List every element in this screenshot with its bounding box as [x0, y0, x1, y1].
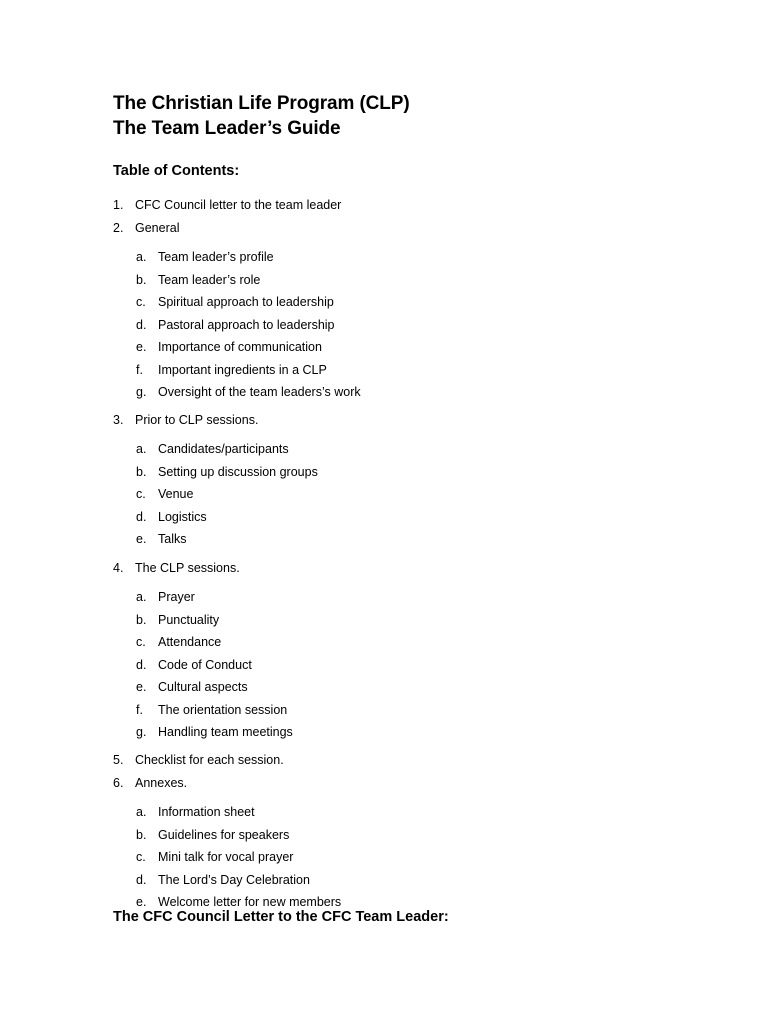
toc-subitem-letter: e.: [136, 680, 147, 694]
toc-item-label: Checklist for each session.: [135, 753, 284, 767]
toc-subitem-label: Guidelines for speakers: [158, 827, 290, 842]
toc-subitem-label: Punctuality: [158, 612, 220, 627]
toc-subitem-letter: b.: [136, 272, 147, 287]
toc-item-number: 3.: [113, 413, 124, 427]
toc-subitem-label: The orientation session: [158, 702, 288, 717]
toc-subitem-letter: g.: [136, 725, 147, 739]
toc-subitem-label: Welcome letter for new members: [158, 895, 342, 909]
toc-subitem-label: Prayer: [158, 590, 195, 604]
toc-item-number: 1.: [113, 198, 124, 212]
toc-subitem-letter: b.: [136, 464, 147, 479]
toc-subitem-letter: e.: [136, 340, 147, 354]
toc-subitem-label: Logistics: [158, 509, 207, 524]
toc-subitem-label: Venue: [158, 487, 194, 501]
toc-subitem-letter: a.: [136, 590, 147, 604]
toc-subitem-label: Candidates/participants: [158, 442, 289, 456]
toc-subitem-label: Code of Conduct: [158, 657, 252, 672]
toc-subitem-label: Talks: [158, 532, 187, 546]
toc-subitem-letter: a.: [136, 805, 147, 819]
toc-subitem-label: Attendance: [158, 635, 222, 649]
toc-subitem-letter: g.: [136, 385, 147, 399]
toc-item-label: Annexes.: [135, 776, 188, 790]
toc-subitem-label: The Lord’s Day Celebration: [158, 872, 310, 887]
toc-subitem-label: Handling team meetings: [158, 725, 293, 739]
document-subtitle: The Team Leader’s Guide: [113, 118, 341, 139]
toc-subitem-letter: e.: [136, 895, 147, 909]
toc-item-label: CFC Council letter to the team leader: [135, 198, 342, 212]
toc-subitem-label: Team leader’s role: [158, 272, 261, 287]
toc-item-label: General: [135, 221, 180, 235]
toc-subitem-label: Important ingredients in a CLP: [158, 362, 327, 377]
document-title: The Christian Life Program (CLP): [113, 93, 410, 114]
toc-subitem-letter: b.: [136, 827, 147, 842]
toc-subitem-letter: c.: [136, 635, 146, 649]
toc-subitem-label: Setting up discussion groups: [158, 464, 318, 479]
toc-item-label: Prior to CLP sessions.: [135, 413, 259, 427]
toc-subitem-letter: d.: [136, 872, 147, 887]
toc-subitem-letter: d.: [136, 317, 147, 332]
toc-heading: Table of Contents:: [113, 163, 240, 179]
toc-subitem-letter: f.: [136, 702, 143, 717]
toc-item-label: The CLP sessions.: [135, 561, 240, 575]
toc-subitem-letter: c.: [136, 487, 146, 501]
toc-subitem-letter: a.: [136, 250, 147, 264]
toc-subitem-letter: b.: [136, 612, 147, 627]
toc-subitem-letter: c.: [136, 295, 146, 309]
toc-subitem-label: Mini talk for vocal prayer: [158, 850, 294, 864]
toc-subitem-letter: a.: [136, 442, 147, 456]
toc-subitem-label: Cultural aspects: [158, 680, 248, 694]
toc-subitem-letter: d.: [136, 657, 147, 672]
toc-subitem-label: Oversight of the team leaders’s work: [158, 385, 361, 399]
toc-subitem-label: Information sheet: [158, 805, 255, 819]
toc-subitem-label: Importance of communication: [158, 340, 322, 354]
section-heading: The CFC Council Letter to the CFC Team Leader:: [113, 909, 449, 925]
toc-subitem-label: Pastoral approach to leadership: [158, 317, 335, 332]
toc-subitem-letter: c.: [136, 850, 146, 864]
toc-subitem-letter: f.: [136, 362, 143, 377]
toc-subitem-letter: d.: [136, 509, 147, 524]
toc-item-number: 4.: [113, 561, 124, 575]
toc-subitem-label: Team leader’s profile: [158, 250, 274, 264]
toc-item-number: 6.: [113, 776, 124, 790]
toc-subitem-letter: e.: [136, 532, 147, 546]
toc-subitem-label: Spiritual approach to leadership: [158, 295, 334, 309]
toc-item-number: 2.: [113, 221, 124, 235]
toc-item-number: 5.: [113, 753, 124, 767]
